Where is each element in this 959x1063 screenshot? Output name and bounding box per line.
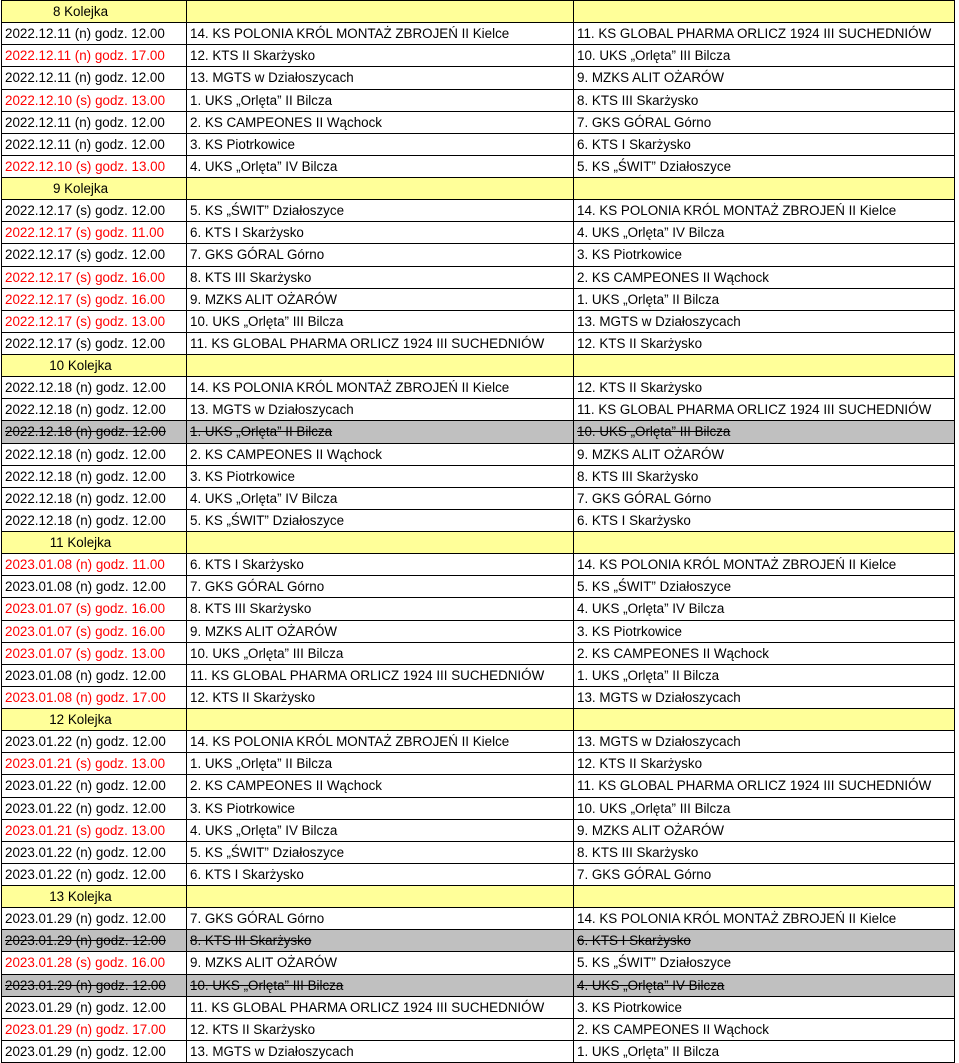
round-header-away-cell <box>574 355 955 377</box>
home-team: 2. KS CAMPEONES II Wąchock <box>187 111 574 133</box>
home-team: 13. MGTS w Działoszycach <box>187 67 574 89</box>
match-row <box>2 1018 955 1040</box>
home-team: 4. UKS „Orlęta” IV Bilcza <box>187 155 574 177</box>
match-date: 2023.01.22 (n) godz. 12.00 <box>2 797 187 819</box>
home-team: 8. KTS III Skarżysko <box>187 598 574 620</box>
match-row <box>2 554 955 576</box>
round-header-away-cell <box>574 886 955 908</box>
away-team: 9. MZKS ALIT OŻARÓW <box>574 443 955 465</box>
round-header-row <box>2 178 955 200</box>
match-date: 2022.12.18 (n) godz. 12.00 <box>2 465 187 487</box>
round-header-home-cell <box>187 709 574 731</box>
match-row <box>2 67 955 89</box>
match-date: 2023.01.07 (s) godz. 16.00 <box>2 598 187 620</box>
away-team: 4. UKS „Orlęta” IV Bilcza <box>574 974 955 996</box>
match-date: 2022.12.18 (n) godz. 12.00 <box>2 509 187 531</box>
match-date: 2023.01.22 (n) godz. 12.00 <box>2 863 187 885</box>
match-date: 2022.12.11 (n) godz. 12.00 <box>2 23 187 45</box>
match-row <box>2 200 955 222</box>
away-team: 6. KTS I Skarżysko <box>574 133 955 155</box>
home-team: 9. MZKS ALIT OŻARÓW <box>187 288 574 310</box>
match-date: 2022.12.18 (n) godz. 12.00 <box>2 399 187 421</box>
away-team: 12. KTS II Skarżysko <box>574 377 955 399</box>
round-header-away-cell <box>574 178 955 200</box>
match-row <box>2 731 955 753</box>
match-row <box>2 576 955 598</box>
match-row <box>2 642 955 664</box>
home-team: 5. KS „ŚWIT” Działoszyce <box>187 200 574 222</box>
match-row <box>2 664 955 686</box>
round-header-away-cell <box>574 532 955 554</box>
match-row <box>2 775 955 797</box>
match-row <box>2 952 955 974</box>
match-date: 2023.01.21 (s) godz. 13.00 <box>2 753 187 775</box>
match-row <box>2 487 955 509</box>
round-label: 8 Kolejka <box>2 1 187 23</box>
round-header-row <box>2 532 955 554</box>
away-team: 14. KS POLONIA KRÓL MONTAŻ ZBROJEŃ II Kielce <box>574 200 955 222</box>
away-team: 6. KTS I Skarżysko <box>574 509 955 531</box>
match-date: 2023.01.28 (s) godz. 16.00 <box>2 952 187 974</box>
home-team: 9. MZKS ALIT OŻARÓW <box>187 952 574 974</box>
home-team: 10. UKS „Orlęta” III Bilcza <box>187 642 574 664</box>
round-header-home-cell <box>187 355 574 377</box>
match-row <box>2 620 955 642</box>
away-team: 7. GKS GÓRAL Górno <box>574 487 955 509</box>
round-label: 12 Kolejka <box>2 709 187 731</box>
match-date: 2022.12.18 (n) godz. 12.00 <box>2 487 187 509</box>
away-team: 3. KS Piotrkowice <box>574 996 955 1018</box>
match-row <box>2 45 955 67</box>
home-team: 6. KTS I Skarżysko <box>187 222 574 244</box>
away-team: 8. KTS III Skarżysko <box>574 89 955 111</box>
away-team: 9. MZKS ALIT OŻARÓW <box>574 819 955 841</box>
match-row <box>2 155 955 177</box>
match-row <box>2 753 955 775</box>
away-team: 10. UKS „Orlęta” III Bilcza <box>574 45 955 67</box>
home-team: 5. KS „ŚWIT” Działoszyce <box>187 841 574 863</box>
match-date: 2023.01.29 (n) godz. 12.00 <box>2 1040 187 1062</box>
match-date: 2023.01.29 (n) godz. 12.00 <box>2 908 187 930</box>
away-team: 10. UKS „Orlęta” III Bilcza <box>574 797 955 819</box>
home-team: 11. KS GLOBAL PHARMA ORLICZ 1924 III SUCHEDNIÓW <box>187 332 574 354</box>
match-row-cancelled <box>2 930 955 952</box>
home-team: 3. KS Piotrkowice <box>187 465 574 487</box>
away-team: 12. KTS II Skarżysko <box>574 753 955 775</box>
match-row <box>2 89 955 111</box>
match-date: 2023.01.29 (n) godz. 17.00 <box>2 1018 187 1040</box>
home-team: 5. KS „ŚWIT” Działoszyce <box>187 509 574 531</box>
match-row-cancelled <box>2 974 955 996</box>
away-team: 11. KS GLOBAL PHARMA ORLICZ 1924 III SUCHEDNIÓW <box>574 399 955 421</box>
away-team: 2. KS CAMPEONES II Wąchock <box>574 266 955 288</box>
round-label: 9 Kolejka <box>2 178 187 200</box>
match-row <box>2 266 955 288</box>
match-row <box>2 133 955 155</box>
fixtures-table <box>1 0 955 1063</box>
away-team: 2. KS CAMPEONES II Wąchock <box>574 642 955 664</box>
away-team: 4. UKS „Orlęta” IV Bilcza <box>574 598 955 620</box>
match-row <box>2 288 955 310</box>
home-team: 4. UKS „Orlęta” IV Bilcza <box>187 819 574 841</box>
away-team: 13. MGTS w Działoszycach <box>574 686 955 708</box>
match-row <box>2 686 955 708</box>
match-date: 2023.01.22 (n) godz. 12.00 <box>2 775 187 797</box>
away-team: 1. UKS „Orlęta” II Bilcza <box>574 664 955 686</box>
away-team: 1. UKS „Orlęta” II Bilcza <box>574 288 955 310</box>
round-label: 11 Kolejka <box>2 532 187 554</box>
home-team: 1. UKS „Orlęta” II Bilcza <box>187 753 574 775</box>
match-row <box>2 377 955 399</box>
match-date: 2022.12.17 (s) godz. 11.00 <box>2 222 187 244</box>
home-team: 12. KTS II Skarżysko <box>187 45 574 67</box>
round-header-home-cell <box>187 532 574 554</box>
round-header-home-cell <box>187 1 574 23</box>
match-date: 2022.12.17 (s) godz. 12.00 <box>2 244 187 266</box>
match-date: 2022.12.18 (n) godz. 12.00 <box>2 421 187 443</box>
home-team: 4. UKS „Orlęta” IV Bilcza <box>187 487 574 509</box>
round-header-away-cell <box>574 709 955 731</box>
match-date: 2023.01.29 (n) godz. 12.00 <box>2 974 187 996</box>
home-team: 3. KS Piotrkowice <box>187 133 574 155</box>
home-team: 7. GKS GÓRAL Górno <box>187 908 574 930</box>
match-date: 2022.12.17 (s) godz. 16.00 <box>2 266 187 288</box>
away-team: 11. KS GLOBAL PHARMA ORLICZ 1924 III SUCHEDNIÓW <box>574 23 955 45</box>
round-header-row <box>2 1 955 23</box>
home-team: 14. KS POLONIA KRÓL MONTAŻ ZBROJEŃ II Kielce <box>187 377 574 399</box>
away-team: 3. KS Piotrkowice <box>574 620 955 642</box>
round-header-home-cell <box>187 178 574 200</box>
away-team: 11. KS GLOBAL PHARMA ORLICZ 1924 III SUCHEDNIÓW <box>574 775 955 797</box>
home-team: 13. MGTS w Działoszycach <box>187 1040 574 1062</box>
away-team: 12. KTS II Skarżysko <box>574 332 955 354</box>
home-team: 6. KTS I Skarżysko <box>187 863 574 885</box>
match-row-cancelled <box>2 421 955 443</box>
home-team: 13. MGTS w Działoszycach <box>187 399 574 421</box>
home-team: 2. KS CAMPEONES II Wąchock <box>187 443 574 465</box>
match-row <box>2 111 955 133</box>
match-row <box>2 443 955 465</box>
round-label: 13 Kolejka <box>2 886 187 908</box>
match-row <box>2 399 955 421</box>
match-date: 2023.01.08 (n) godz. 12.00 <box>2 664 187 686</box>
away-team: 13. MGTS w Działoszycach <box>574 731 955 753</box>
away-team: 3. KS Piotrkowice <box>574 244 955 266</box>
match-row <box>2 996 955 1018</box>
home-team: 7. GKS GÓRAL Górno <box>187 244 574 266</box>
match-date: 2022.12.11 (n) godz. 17.00 <box>2 45 187 67</box>
match-date: 2022.12.10 (s) godz. 13.00 <box>2 155 187 177</box>
away-team: 5. KS „ŚWIT” Działoszyce <box>574 155 955 177</box>
away-team: 7. GKS GÓRAL Górno <box>574 863 955 885</box>
home-team: 2. KS CAMPEONES II Wąchock <box>187 775 574 797</box>
match-row <box>2 863 955 885</box>
match-date: 2022.12.11 (n) godz. 12.00 <box>2 133 187 155</box>
match-row <box>2 598 955 620</box>
round-header-row <box>2 355 955 377</box>
round-label: 10 Kolejka <box>2 355 187 377</box>
match-row <box>2 509 955 531</box>
home-team: 8. KTS III Skarżysko <box>187 266 574 288</box>
match-date: 2022.12.17 (s) godz. 13.00 <box>2 310 187 332</box>
match-date: 2022.12.18 (n) godz. 12.00 <box>2 377 187 399</box>
away-team: 2. KS CAMPEONES II Wąchock <box>574 1018 955 1040</box>
round-header-row <box>2 709 955 731</box>
round-header-row <box>2 886 955 908</box>
match-date: 2023.01.07 (s) godz. 16.00 <box>2 620 187 642</box>
match-row <box>2 908 955 930</box>
home-team: 14. KS POLONIA KRÓL MONTAŻ ZBROJEŃ II Kielce <box>187 731 574 753</box>
match-date: 2022.12.11 (n) godz. 12.00 <box>2 111 187 133</box>
home-team: 1. UKS „Orlęta” II Bilcza <box>187 421 574 443</box>
home-team: 3. KS Piotrkowice <box>187 797 574 819</box>
away-team: 14. KS POLONIA KRÓL MONTAŻ ZBROJEŃ II Kielce <box>574 554 955 576</box>
match-date: 2023.01.29 (n) godz. 12.00 <box>2 996 187 1018</box>
away-team: 5. KS „ŚWIT” Działoszyce <box>574 576 955 598</box>
match-date: 2023.01.21 (s) godz. 13.00 <box>2 819 187 841</box>
home-team: 11. KS GLOBAL PHARMA ORLICZ 1924 III SUCHEDNIÓW <box>187 996 574 1018</box>
home-team: 8. KTS III Skarżysko <box>187 930 574 952</box>
match-row <box>2 310 955 332</box>
match-date: 2023.01.08 (n) godz. 17.00 <box>2 686 187 708</box>
match-date: 2023.01.29 (n) godz. 12.00 <box>2 930 187 952</box>
home-team: 12. KTS II Skarżysko <box>187 1018 574 1040</box>
match-row <box>2 797 955 819</box>
away-team: 8. KTS III Skarżysko <box>574 465 955 487</box>
match-row <box>2 244 955 266</box>
match-date: 2022.12.18 (n) godz. 12.00 <box>2 443 187 465</box>
home-team: 6. KTS I Skarżysko <box>187 554 574 576</box>
match-date: 2022.12.10 (s) godz. 13.00 <box>2 89 187 111</box>
match-row <box>2 819 955 841</box>
away-team: 4. UKS „Orlęta” IV Bilcza <box>574 222 955 244</box>
home-team: 1. UKS „Orlęta” II Bilcza <box>187 89 574 111</box>
fixtures-table-body <box>2 1 955 1063</box>
home-team: 10. UKS „Orlęta” III Bilcza <box>187 310 574 332</box>
match-row <box>2 23 955 45</box>
match-date: 2022.12.17 (s) godz. 16.00 <box>2 288 187 310</box>
match-row <box>2 1040 955 1062</box>
away-team: 10. UKS „Orlęta” III Bilcza <box>574 421 955 443</box>
away-team: 7. GKS GÓRAL Górno <box>574 111 955 133</box>
match-date: 2022.12.17 (s) godz. 12.00 <box>2 332 187 354</box>
match-row <box>2 222 955 244</box>
match-date: 2023.01.22 (n) godz. 12.00 <box>2 841 187 863</box>
away-team: 5. KS „ŚWIT” Działoszyce <box>574 952 955 974</box>
match-date: 2023.01.22 (n) godz. 12.00 <box>2 731 187 753</box>
round-header-home-cell <box>187 886 574 908</box>
home-team: 7. GKS GÓRAL Górno <box>187 576 574 598</box>
away-team: 6. KTS I Skarżysko <box>574 930 955 952</box>
home-team: 10. UKS „Orlęta” III Bilcza <box>187 974 574 996</box>
match-date: 2022.12.17 (s) godz. 12.00 <box>2 200 187 222</box>
match-row <box>2 332 955 354</box>
home-team: 14. KS POLONIA KRÓL MONTAŻ ZBROJEŃ II Kielce <box>187 23 574 45</box>
match-date: 2023.01.08 (n) godz. 12.00 <box>2 576 187 598</box>
match-date: 2022.12.11 (n) godz. 12.00 <box>2 67 187 89</box>
home-team: 9. MZKS ALIT OŻARÓW <box>187 620 574 642</box>
match-date: 2023.01.07 (s) godz. 13.00 <box>2 642 187 664</box>
away-team: 1. UKS „Orlęta” II Bilcza <box>574 1040 955 1062</box>
away-team: 9. MZKS ALIT OŻARÓW <box>574 67 955 89</box>
away-team: 8. KTS III Skarżysko <box>574 841 955 863</box>
home-team: 11. KS GLOBAL PHARMA ORLICZ 1924 III SUCHEDNIÓW <box>187 664 574 686</box>
away-team: 14. KS POLONIA KRÓL MONTAŻ ZBROJEŃ II Kielce <box>574 908 955 930</box>
match-row <box>2 841 955 863</box>
home-team: 12. KTS II Skarżysko <box>187 686 574 708</box>
match-row <box>2 465 955 487</box>
round-header-away-cell <box>574 1 955 23</box>
away-team: 13. MGTS w Działoszycach <box>574 310 955 332</box>
match-date: 2023.01.08 (n) godz. 11.00 <box>2 554 187 576</box>
